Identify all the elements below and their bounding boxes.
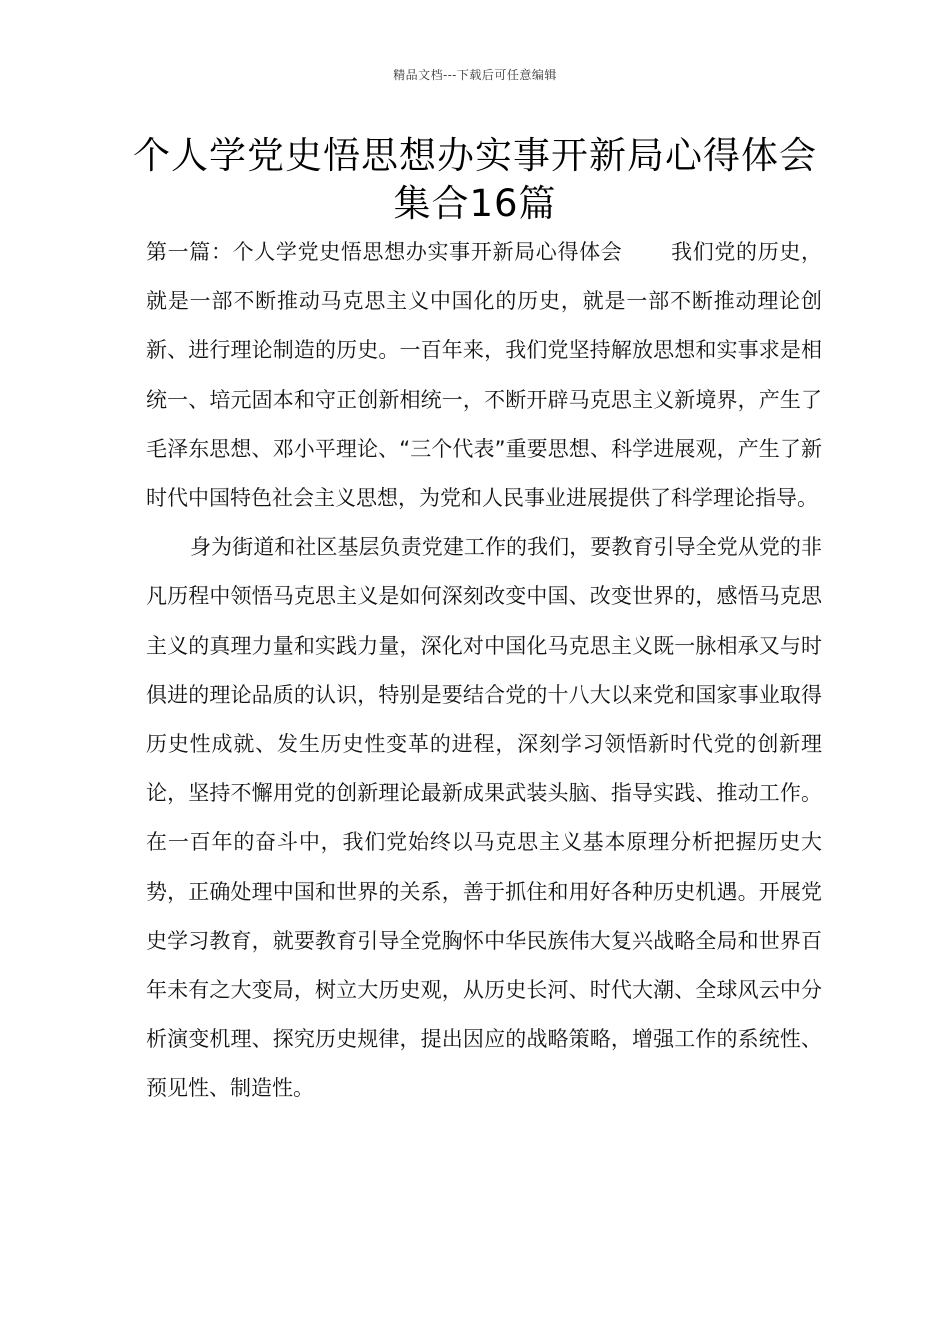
header-note: 精品文档---下载后可任意编辑: [393, 68, 557, 82]
paragraph-1-text: 我们党的历史，就是一部不断推动马克思主义中国化的历史，就是一部不断推动理论创新、进行理论制造的历史。一百年来，我们党坚持解放思想和实事求是相统一、培元固本和守正创新相统一，不断开辟马克思主义新境界，产生了毛泽东思想、邓小平理论、“三个代表”重要思想、科学进展观，产生了新时代中国特色社会主义思想，为党和人民事业进展提供了科学理论指导。: [146, 240, 823, 511]
paragraph-2: 身为街道和社区基层负责党建工作的我们，要教育引导全党从党的非凡历程中领悟马克思主义是如何深刻改变中国、改变世界的，感悟马克思主义的真理力量和实践力量，深化对中国化马克思主义既一脉相承又与时俱进的理论品质的认识，特别是要结合党的十八大以来党和国家事业取得历史性成就、发生历史性变革的进程，深刻学习领悟新时代党的创新理论，坚持不懈用党的创新理论最新成果武装头脑、指导实践、推动工作。在一百年的奋斗中，我们党始终以马克思主义基本原理分析把握历史大势，正确处理中国和世界的关系，善于抓住和用好各种历史机遇。开展党史学习教育，就要教育引导全党胸怀中华民族伟大复兴战略全局和世界百年未有之大变局，树立大历史观，从历史长河、时代大潮、全球风云中分析演变机理、探究历史规律，提出因应的战略策略，增强工作的系统性、预见性、制造性。: [146, 535, 822, 1101]
section-heading: 第一篇：个人学党史悟思想办实事开新局心得体会: [146, 240, 623, 264]
document-title: 个人学党史悟思想办实事开新局心得体会集合16篇: [133, 134, 817, 225]
paragraph-1: [146, 228, 822, 523]
document-body: [146, 228, 822, 1114]
